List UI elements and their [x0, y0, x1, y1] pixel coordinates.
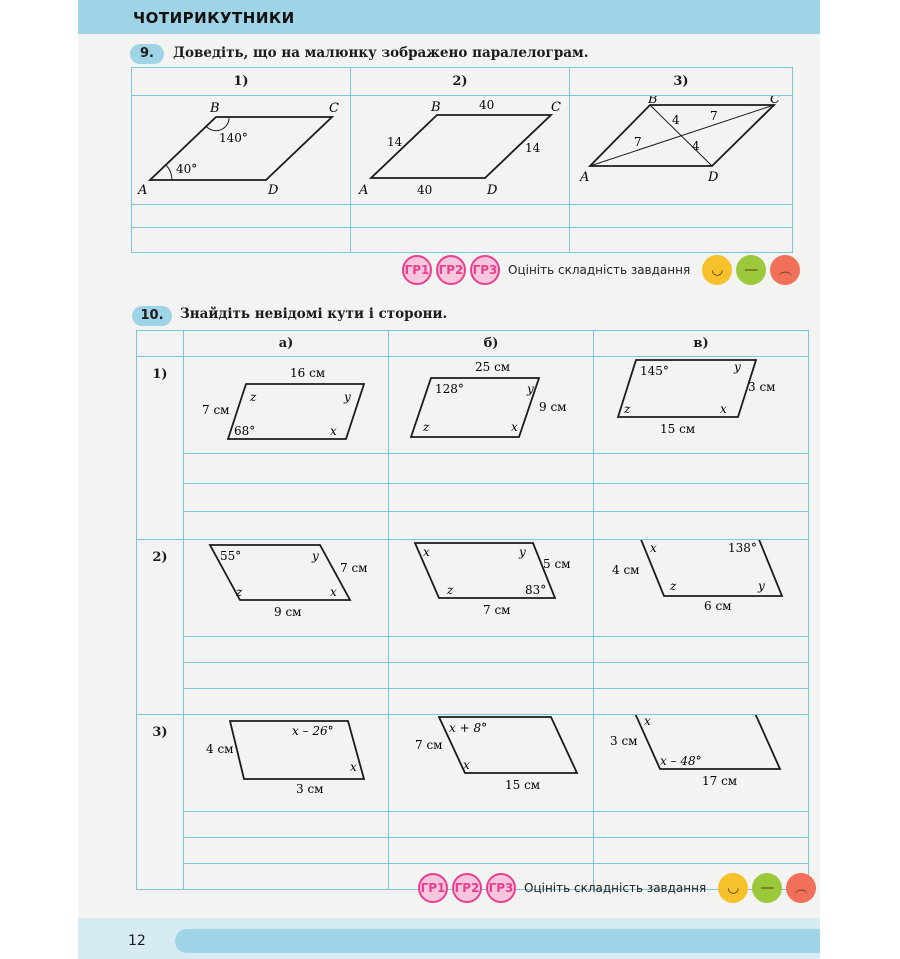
vertex-label: D	[487, 183, 498, 198]
happy-face-icon[interactable]: ◡	[718, 873, 748, 903]
neutral-face-icon[interactable]: —	[752, 873, 782, 903]
segment-label: 7	[634, 135, 642, 149]
answer-cell[interactable]	[184, 663, 389, 689]
angle-label: 140°	[219, 131, 248, 145]
side-label: 5 см	[543, 557, 571, 571]
answer-cell[interactable]	[389, 812, 594, 838]
angle-label: x	[330, 585, 337, 599]
angle-label: y	[527, 382, 534, 396]
angle-label: x – 26°	[292, 724, 334, 738]
answer-cell[interactable]	[184, 484, 389, 512]
answer-cell[interactable]	[389, 663, 594, 689]
figure-cell	[351, 96, 570, 205]
parallelogram-r1b	[389, 357, 593, 449]
segment-label: 4	[672, 113, 680, 127]
neutral-face-icon[interactable]: —	[736, 255, 766, 285]
side-label: 3 см	[610, 734, 638, 748]
parallelogram-r3a	[184, 715, 388, 807]
answer-cell[interactable]	[594, 454, 809, 484]
side-label: 14	[387, 135, 403, 149]
vertex-label: B	[431, 100, 441, 115]
parallelogram-r3b	[389, 715, 593, 807]
column-header: 2)	[351, 68, 570, 96]
answer-cell[interactable]	[351, 228, 570, 253]
parallelogram-figure-1	[132, 96, 350, 200]
vertex-label: A	[359, 183, 369, 198]
angle-label: z	[250, 390, 257, 404]
answer-cell[interactable]	[184, 637, 389, 663]
rating-label: Оцініть складність завдання	[524, 881, 707, 895]
side-label: 40	[417, 183, 433, 197]
corner-cell	[137, 331, 184, 357]
answer-cell[interactable]	[184, 512, 389, 540]
answer-cell[interactable]	[389, 484, 594, 512]
vertex-label: A	[138, 183, 148, 198]
vertex-label: C	[329, 101, 339, 116]
angle-label: y	[758, 579, 765, 593]
figure-cell	[594, 540, 809, 637]
happy-face-icon[interactable]: ◡	[702, 255, 732, 285]
task-10-text: Знайдіть невідомі кути і сторони.	[180, 306, 448, 322]
answer-cell[interactable]	[594, 689, 809, 715]
answer-cell[interactable]	[389, 838, 594, 864]
vertex-label: C	[551, 100, 561, 115]
answer-cell[interactable]	[570, 205, 793, 228]
parallelogram-r2a	[184, 540, 388, 632]
answer-cell[interactable]	[594, 663, 809, 689]
answer-cell[interactable]	[389, 454, 594, 484]
answer-cell[interactable]	[184, 689, 389, 715]
footer-stripe	[175, 929, 820, 953]
angle-label: z	[624, 402, 631, 416]
angle-label: x	[720, 402, 727, 416]
column-header: 3)	[570, 68, 793, 96]
angle-label: 138°	[728, 541, 757, 555]
answer-cell[interactable]	[184, 838, 389, 864]
angle-label: x	[511, 420, 518, 434]
angle-label: x	[650, 541, 657, 555]
group-badge[interactable]: ГР3	[486, 873, 516, 903]
parallelogram-r1c	[594, 357, 808, 449]
angle-label: 55°	[220, 549, 242, 563]
angle-label: 68°	[234, 424, 256, 438]
column-header: б)	[389, 331, 594, 357]
column-header: 1)	[132, 68, 351, 96]
answer-cell[interactable]	[132, 228, 351, 253]
row-label: 3)	[137, 715, 184, 890]
vertex-label: A	[580, 170, 590, 185]
angle-label: x	[644, 715, 651, 728]
side-label: 4 см	[612, 563, 640, 577]
angle-label: 83°	[525, 583, 547, 597]
parallelogram-figure-2	[351, 96, 569, 200]
angle-label: 40°	[176, 162, 198, 176]
task-10-table	[136, 330, 809, 890]
side-label: 6 см	[704, 599, 732, 613]
figure-cell	[594, 715, 809, 812]
answer-cell[interactable]	[594, 838, 809, 864]
side-label: 14	[525, 141, 541, 155]
figure-cell	[570, 96, 793, 205]
difficulty-rating	[418, 873, 816, 903]
task-9-text: Доведіть, що на малюнку зображено паралелограм.	[173, 45, 589, 61]
side-label: 4 см	[206, 742, 234, 756]
task-10-number: 10.	[132, 306, 172, 326]
answer-cell[interactable]	[594, 812, 809, 838]
angle-label: y	[734, 360, 741, 374]
figure-cell	[184, 715, 389, 812]
side-label: 9 см	[274, 605, 302, 619]
angle-label: 128°	[435, 382, 464, 396]
answer-cell[interactable]	[184, 454, 389, 484]
row-label: 1)	[137, 357, 184, 540]
side-label: 25 см	[475, 360, 511, 374]
side-label: 7 см	[483, 603, 511, 617]
page-number: 12	[128, 933, 146, 949]
angle-label: x	[350, 760, 357, 774]
group-badge[interactable]: ГР2	[436, 255, 466, 285]
side-label: 17 см	[702, 774, 738, 788]
figure-cell	[594, 357, 809, 454]
angle-label: x + 8°	[449, 721, 488, 735]
side-label: 40	[479, 98, 495, 112]
side-label: 9 см	[539, 400, 567, 414]
answer-cell[interactable]	[594, 637, 809, 663]
group-badge[interactable]: ГР2	[452, 873, 482, 903]
vertex-label: D	[708, 170, 719, 185]
answer-cell[interactable]	[389, 637, 594, 663]
sad-face-icon[interactable]: ︵	[770, 255, 800, 285]
side-label: 15 см	[505, 778, 541, 792]
parallelogram-r1a	[184, 357, 388, 449]
side-label: 7 см	[202, 403, 230, 417]
segment-label: 7	[710, 109, 718, 123]
figure-cell	[184, 540, 389, 637]
figure-cell	[389, 357, 594, 454]
figure-cell	[389, 540, 594, 637]
column-header: а)	[184, 331, 389, 357]
side-label: 15 см	[660, 422, 696, 436]
difficulty-rating	[402, 255, 800, 285]
angle-label: z	[236, 585, 243, 599]
answer-cell[interactable]	[389, 689, 594, 715]
rating-label: Оцініть складність завдання	[508, 263, 691, 277]
parallelogram-r2c	[594, 540, 808, 632]
vertex-label: D	[268, 183, 279, 198]
parallelogram-r2b	[389, 540, 593, 632]
angle-label: y	[312, 549, 319, 563]
group-badge[interactable]: ГР3	[470, 255, 500, 285]
segment-label: 4	[692, 139, 700, 153]
angle-label: y	[519, 545, 526, 559]
answer-cell[interactable]	[132, 205, 351, 228]
parallelogram-r3c	[594, 715, 808, 807]
angle-label: y	[344, 390, 351, 404]
answer-cell[interactable]	[351, 205, 570, 228]
side-label: 3 см	[296, 782, 324, 796]
angle-label: x – 48°	[660, 754, 702, 768]
column-header: в)	[594, 331, 809, 357]
side-label: 3 см	[748, 380, 776, 394]
sad-face-icon[interactable]: ︵	[786, 873, 816, 903]
figure-cell	[132, 96, 351, 205]
group-badge[interactable]: ГР1	[402, 255, 432, 285]
angle-label: 145°	[640, 364, 669, 378]
angle-label: x	[423, 545, 430, 559]
group-badge[interactable]: ГР1	[418, 873, 448, 903]
task-9-number: 9.	[130, 44, 164, 64]
vertex-label: C	[770, 96, 780, 107]
side-label: 7 см	[415, 738, 443, 752]
vertex-label: B	[648, 96, 658, 107]
angle-label: z	[447, 583, 454, 597]
parallelogram-figure-3	[570, 96, 792, 200]
task-9-table	[131, 67, 793, 253]
chapter-title: ЧОТИРИКУТНИКИ	[133, 9, 295, 27]
figure-cell	[184, 357, 389, 454]
angle-label: z	[670, 579, 677, 593]
figure-cell	[389, 715, 594, 812]
vertex-label: B	[210, 101, 220, 116]
answer-cell[interactable]	[594, 484, 809, 512]
answer-cell[interactable]	[184, 812, 389, 838]
side-label: 16 см	[290, 366, 326, 380]
answer-cell[interactable]	[389, 512, 594, 540]
answer-cell[interactable]	[184, 864, 389, 890]
side-label: 7 см	[340, 561, 368, 575]
answer-cell[interactable]	[594, 512, 809, 540]
angle-label: x	[463, 758, 470, 772]
angle-label: z	[423, 420, 430, 434]
row-label: 2)	[137, 540, 184, 715]
answer-cell[interactable]	[570, 228, 793, 253]
angle-label: x	[330, 424, 337, 438]
